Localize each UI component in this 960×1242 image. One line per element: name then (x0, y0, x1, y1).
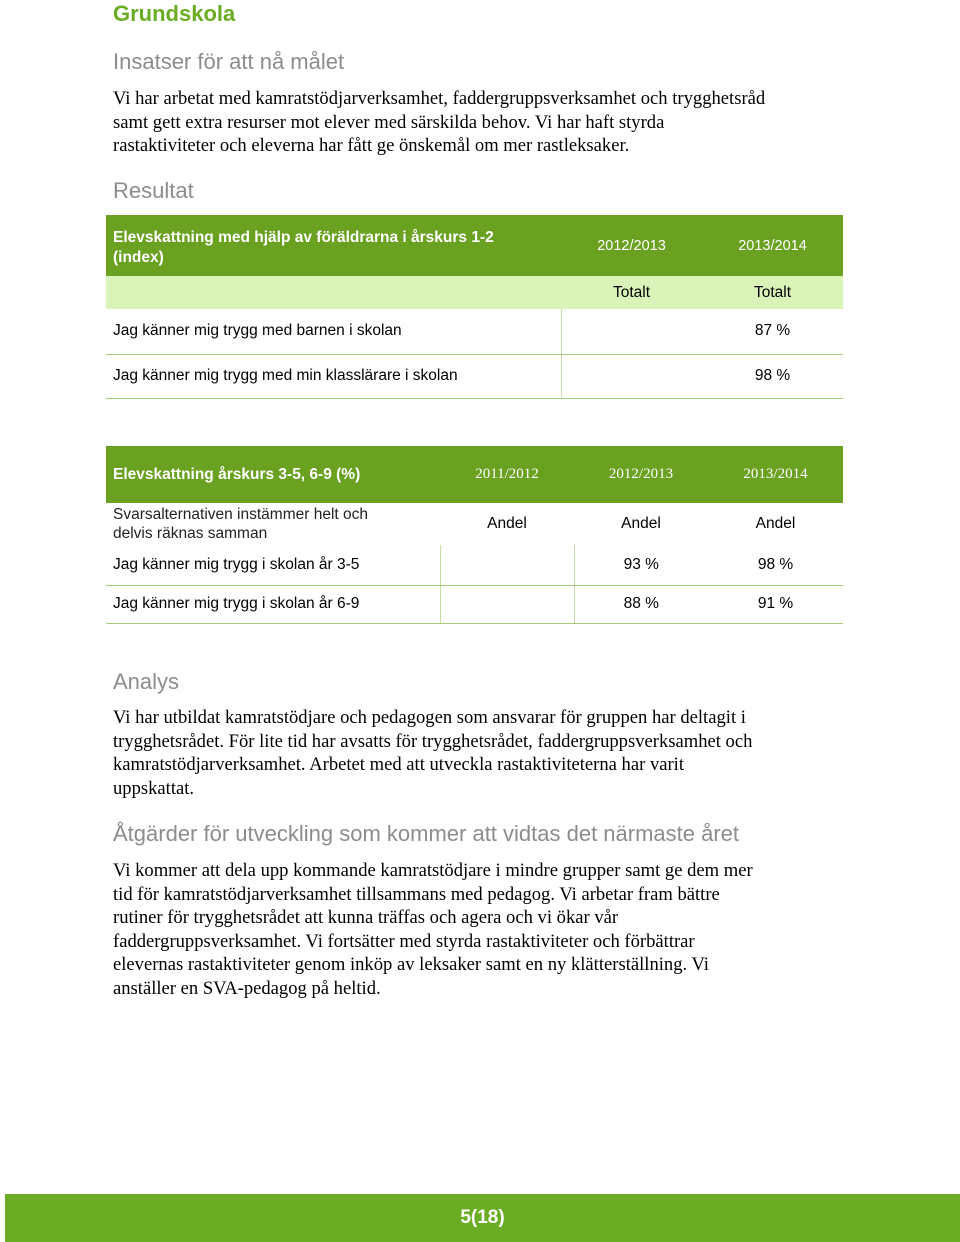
resultat-heading: Resultat (113, 178, 194, 203)
insatser-line: samt gett extra resurser mot elever med särskilda behov. Vi har haft styrda (113, 111, 665, 133)
atgarder-line: tid för kamratstödjarverksamhet tillsammans med pedagog. Vi arbetar fram bättre (113, 883, 720, 905)
subheader-note-line: Svarsalternativen instämmer helt och (113, 506, 369, 523)
row-value (440, 545, 574, 585)
year-header: 2012/2013 (608, 466, 674, 482)
table-row (106, 309, 843, 354)
row-value: 91 % (708, 585, 843, 623)
table-row (106, 545, 843, 585)
page-number: 5(18) (460, 1207, 505, 1228)
atgarder-line: elevernas rastaktiviteter genom inköp av leksaker samt en ny klätterställning. Vi (113, 954, 709, 976)
year-header: 2011/2012 (475, 466, 539, 482)
row-label: Jag känner mig trygg med barnen i skolan (106, 309, 561, 354)
table-title (106, 215, 561, 276)
analys-heading: Analys (113, 669, 180, 694)
analys-line: Vi har utbildat kamratstödjare och pedagogen som ansvarar för gruppen har deltagit i (113, 707, 746, 728)
analys-line: kamratstödjarverksamhet. Arbetet med att utveckla rastaktiviteterna har varit (113, 754, 685, 776)
parent-survey-table (106, 215, 843, 399)
atgarder-line: faddergruppsverksamhet. Vi fortsätter med styrda rastaktiviteter och förbättrar (113, 930, 695, 952)
insatser-heading: Insatser för att nå målet (113, 49, 345, 74)
table-title-line: (index) (113, 248, 164, 266)
table-header-row (106, 446, 843, 503)
row-value: 98 % (708, 545, 843, 585)
analys-line: trygghetsrådet. För lite tid har avsatts för trygghetsrådet, faddergruppsverksamhet och (113, 730, 753, 752)
subheader-label: Andel (755, 515, 796, 532)
row-value: 93 % (574, 545, 708, 585)
row-value: 98 % (702, 354, 843, 398)
row-value (440, 585, 574, 623)
year-header: 2012/2013 (597, 237, 666, 254)
insatser-paragraph (113, 87, 843, 158)
row-value: 88 % (574, 585, 708, 623)
insatser-line: Vi har arbetat med kamratstödjarverksamhet, faddergruppsverksamhet och trygghetsråd (113, 88, 766, 109)
table-row (106, 354, 843, 398)
page-footer (5, 1194, 960, 1242)
subheader-label: Andel (621, 515, 661, 532)
row-value (561, 354, 702, 398)
atgarder-heading: Åtgärder för utveckling som kommer att vidtas det närmaste året (113, 821, 740, 846)
row-label: Jag känner mig trygg i skolan år 6-9 (106, 585, 440, 623)
student-survey-table (106, 446, 843, 624)
table-header-row (106, 215, 843, 276)
row-label: Jag känner mig trygg i skolan år 3-5 (106, 545, 440, 585)
table-subheader-row (106, 503, 843, 545)
subheader-label: Totalt (753, 283, 792, 301)
atgarder-line: Vi kommer att dela upp kommande kamratstödjare i mindre grupper samt ge dem mer (113, 860, 753, 881)
subheader-note (106, 503, 440, 545)
analys-paragraph (113, 706, 843, 800)
subheader-empty (106, 276, 561, 309)
atgarder-line: rutiner för trygghetsrådet att kunna träffas och agera och vi ökar vår (113, 907, 619, 929)
section-title: Grundskola (113, 1, 236, 26)
table-subheader-row (106, 276, 843, 309)
subheader-note-line: delvis räknas samman (113, 525, 268, 542)
insatser-line: rastaktiviteter och eleverna har fått ge önskemål om mer rastleksaker. (113, 135, 630, 157)
row-value: 87 % (702, 309, 843, 354)
subheader-label: Totalt (612, 283, 651, 301)
atgarder-line: anställer en SVA-pedagog på heltid. (113, 977, 381, 999)
row-label: Jag känner mig trygg med min klasslärare i skolan (106, 354, 561, 398)
subheader-label: Andel (487, 515, 527, 532)
analys-line: uppskattat. (113, 777, 195, 799)
table-title: Elevskattning årskurs 3-5, 6-9 (%) (113, 465, 361, 483)
row-value (561, 309, 702, 354)
table-row (106, 585, 843, 623)
atgarder-paragraph (113, 859, 843, 1001)
year-header: 2013/2014 (738, 237, 807, 254)
table-title-line: Elevskattning med hjälp av föräldrarna i årskurs 1-2 (113, 228, 494, 246)
year-header: 2013/2014 (743, 466, 808, 482)
